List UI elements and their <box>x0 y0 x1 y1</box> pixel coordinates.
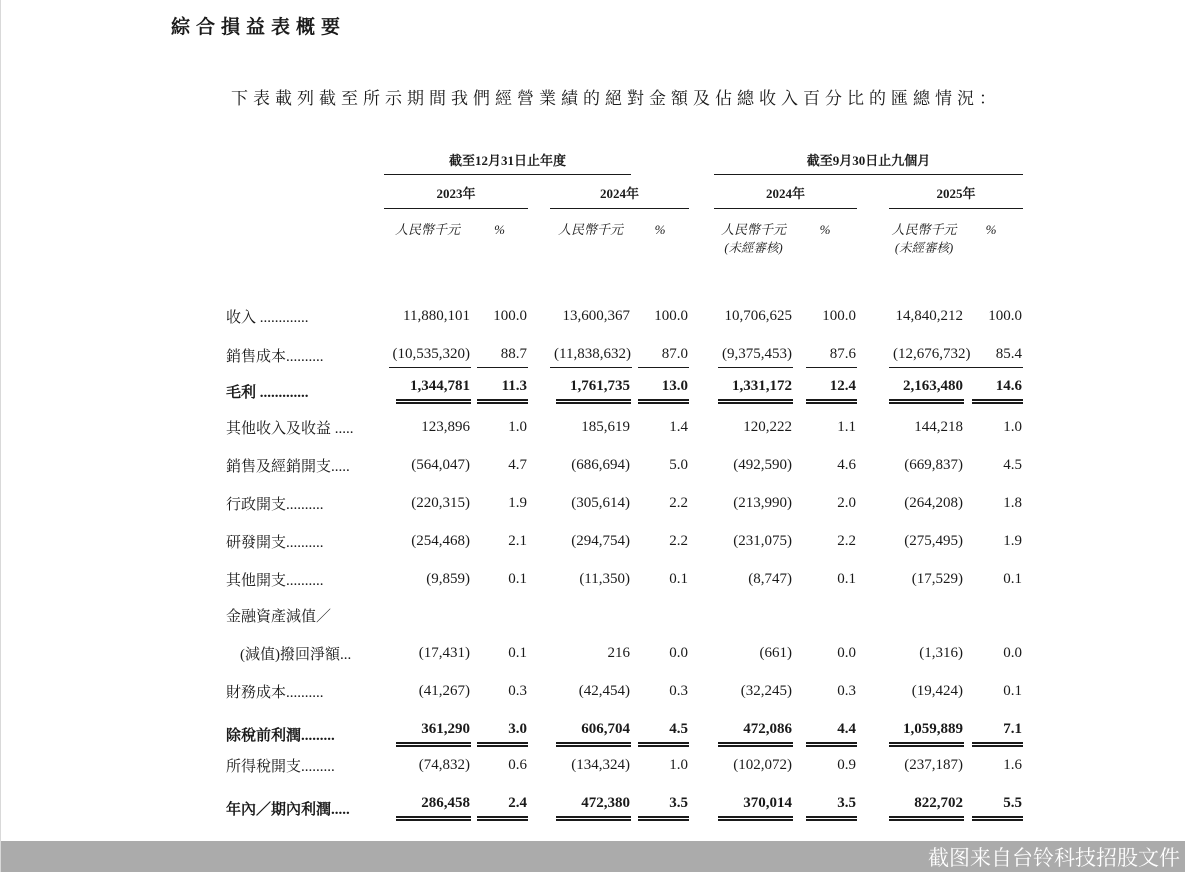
cell-value: (305,614) <box>571 495 630 511</box>
row-label: 銷售及經銷開支..... <box>226 459 350 475</box>
unit-label: 人民幣千元 (未經審核) <box>889 220 959 258</box>
row-label: 年內／期內利潤..... <box>226 802 350 818</box>
cell-value: 0.1 <box>508 571 527 587</box>
cell-value: 14,840,212 <box>895 308 963 324</box>
cell-value: 1.1 <box>837 419 856 435</box>
row-label: 其他開支.......... <box>226 573 324 589</box>
cell-value: 0.1 <box>669 571 688 587</box>
cell-value: 120,222 <box>743 419 792 435</box>
cell-value: (32,245) <box>740 683 792 699</box>
table-row <box>226 642 1026 666</box>
cell-value: 0.3 <box>669 683 688 699</box>
cell-value: 0.3 <box>508 683 527 699</box>
row-label: 毛利 ............. <box>226 385 309 401</box>
cell-value: (134,324) <box>571 757 630 773</box>
row-label: 行政開支.......... <box>226 497 324 513</box>
watermark-bar <box>1 841 1185 872</box>
cell-value: 1.0 <box>1003 419 1022 435</box>
cell-value: (17,529) <box>911 571 963 587</box>
table-row <box>226 375 1026 404</box>
cell-value: 3.5 <box>631 792 689 821</box>
cell-value: (264,208) <box>904 495 963 511</box>
cell-value: 2.2 <box>669 495 688 511</box>
cell-value: 5.0 <box>669 457 688 473</box>
cell-value: (9,859) <box>426 571 470 587</box>
row-label: 除稅前利潤......... <box>226 728 335 744</box>
unaudited-note: (未經審核) <box>724 241 783 255</box>
cell-value: (74,832) <box>418 757 470 773</box>
table-row <box>226 530 1026 554</box>
row-label: 財務成本.......... <box>226 685 324 701</box>
cell-value: 472,380 <box>550 792 631 821</box>
cell-value: 2.2 <box>837 533 856 549</box>
cell-value: (275,495) <box>904 533 963 549</box>
cell-value: 123,896 <box>421 419 470 435</box>
table-row <box>226 568 1026 592</box>
page-title: 綜合損益表概要 <box>171 17 347 38</box>
cell-value: 2.2 <box>669 533 688 549</box>
intro-paragraph: 下表載列截至所示期間我們經營業績的絕對金額及佔總收入百分比的匯總情況： <box>231 89 1001 108</box>
cell-value: 100.0 <box>822 308 856 324</box>
cell-value: 0.9 <box>837 757 856 773</box>
cell-value: 0.0 <box>1003 645 1022 661</box>
cell-value: (564,047) <box>411 457 470 473</box>
cell-value: 1,761,735 <box>550 375 631 404</box>
unit-label: 人民幣千元 <box>557 222 623 237</box>
cell-value: 286,458 <box>384 792 471 821</box>
cell-value: 472,086 <box>714 718 793 747</box>
col-year-2024: 2024年 <box>550 183 689 209</box>
percent-label: % <box>494 222 505 237</box>
cell-value: (294,754) <box>571 533 630 549</box>
table-row <box>226 416 1026 440</box>
unit-label: 人民幣千元 (未經審核) <box>714 220 793 258</box>
cell-value: (41,267) <box>418 683 470 699</box>
col-year-2024-9m: 2024年 <box>714 183 857 209</box>
cell-value: 13,600,367 <box>562 308 630 324</box>
percent-label: % <box>985 222 997 237</box>
cell-value: (686,694) <box>571 457 630 473</box>
cell-value: 12.4 <box>793 375 857 404</box>
cell-value: 1,059,889 <box>889 718 959 747</box>
cell-value: 216 <box>607 645 630 661</box>
percent-label: % <box>819 222 831 237</box>
cell-value: 1.8 <box>1003 495 1022 511</box>
cell-value: 0.3 <box>837 683 856 699</box>
cell-value: 4.7 <box>508 457 527 473</box>
cell-value: 100.0 <box>493 308 527 324</box>
cell-value: 361,290 <box>384 718 471 747</box>
cell-value: 185,619 <box>581 419 630 435</box>
row-label: 金融資產減值／ <box>226 609 332 625</box>
cell-value: 2,163,480 <box>889 375 959 404</box>
cell-value: (19,424) <box>911 683 963 699</box>
table-body <box>226 305 1026 821</box>
cell-value: 4.4 <box>793 718 857 747</box>
cell-value: 100.0 <box>654 308 688 324</box>
cell-value: 87.6 <box>793 343 857 368</box>
cell-value: (213,990) <box>733 495 792 511</box>
cell-value: (11,838,632) <box>550 343 631 368</box>
cell-value: 1.9 <box>508 495 527 511</box>
cell-value: (8,747) <box>748 571 792 587</box>
cell-value: 0.1 <box>1003 683 1022 699</box>
cell-value: 822,702 <box>889 792 959 821</box>
row-label: 收入 ............. <box>226 310 309 326</box>
table-header-years <box>226 183 1026 209</box>
col-group-fy: 截至12月31日止年度 <box>384 150 631 175</box>
cell-value: (11,350) <box>579 571 630 587</box>
row-label: 研發開支.......... <box>226 535 324 551</box>
cell-value: 144,218 <box>914 419 963 435</box>
cell-value: 4.5 <box>631 718 689 747</box>
cell-value: 606,704 <box>550 718 631 747</box>
table-row <box>226 454 1026 478</box>
col-year-2023: 2023年 <box>384 183 528 209</box>
cell-value: 1,344,781 <box>384 375 471 404</box>
cell-value: 3.0 <box>471 718 528 747</box>
cell-value: 0.0 <box>837 645 856 661</box>
cell-value: 1.9 <box>1003 533 1022 549</box>
cell-value: (17,431) <box>418 645 470 661</box>
cell-value: (661) <box>759 645 792 661</box>
watermark-text: 截图来自台铃科技招股文件 <box>928 846 1180 870</box>
cell-value: 7.1 <box>959 718 1023 747</box>
cell-value: 0.1 <box>1003 571 1022 587</box>
row-label: 銷售成本.......... <box>226 349 324 365</box>
cell-value: 3.5 <box>793 792 857 821</box>
row-label: 其他收入及收益 ..... <box>226 421 354 437</box>
cell-value: (10,535,320) <box>384 343 471 368</box>
table-header-units <box>226 220 1026 258</box>
cell-value: (669,837) <box>904 457 963 473</box>
row-label: 所得稅開支......... <box>226 759 335 775</box>
cell-value: 4.6 <box>837 457 856 473</box>
cell-value: 14.6 <box>959 375 1023 404</box>
cell-value: 1.0 <box>669 757 688 773</box>
cell-value: 13.0 <box>631 375 689 404</box>
table-row <box>226 606 1026 628</box>
cell-value: 1.4 <box>669 419 688 435</box>
cell-value: (12,676,732) <box>889 343 959 368</box>
cell-value: 1.6 <box>1003 757 1022 773</box>
cell-value: 11,880,101 <box>403 308 470 324</box>
cell-value: 88.7 <box>471 343 528 368</box>
cell-value: 1,331,172 <box>714 375 793 404</box>
percent-label: % <box>654 222 666 237</box>
table-row <box>226 792 1026 821</box>
cell-value: 11.3 <box>471 375 528 404</box>
cell-value: (231,075) <box>733 533 792 549</box>
cell-value: 1.0 <box>508 419 527 435</box>
cell-value: (1,316) <box>919 645 963 661</box>
table-row <box>226 754 1026 778</box>
table-header-groups <box>226 150 1026 175</box>
table-row <box>226 680 1026 704</box>
row-label: (減值)撥回淨額... <box>240 647 352 663</box>
cell-value: (102,072) <box>733 757 792 773</box>
cell-value: 2.4 <box>471 792 528 821</box>
cell-value: 0.1 <box>837 571 856 587</box>
cell-value: (220,315) <box>411 495 470 511</box>
table-row <box>226 492 1026 516</box>
cell-value: 2.0 <box>837 495 856 511</box>
cell-value: 100.0 <box>988 308 1022 324</box>
cell-value: 0.6 <box>508 757 527 773</box>
cell-value: (42,454) <box>578 683 630 699</box>
cell-value: 0.0 <box>669 645 688 661</box>
income-statement-table <box>226 150 1026 828</box>
cell-value: 4.5 <box>1003 457 1022 473</box>
cell-value: (9,375,453) <box>714 343 793 368</box>
col-year-2025-9m: 2025年 <box>889 183 1023 209</box>
cell-value: (254,468) <box>411 533 470 549</box>
col-group-9m: 截至9月30日止九個月 <box>714 150 1023 175</box>
unaudited-note: (未經審核) <box>894 241 954 255</box>
cell-value: 87.0 <box>631 343 689 368</box>
cell-value: 0.1 <box>508 645 527 661</box>
table-row <box>226 718 1026 747</box>
cell-value: 5.5 <box>959 792 1023 821</box>
cell-value: 10,706,625 <box>724 308 792 324</box>
table-row <box>226 305 1026 329</box>
cell-value: 370,014 <box>714 792 793 821</box>
table-row <box>226 343 1026 368</box>
cell-value: 85.4 <box>959 343 1023 368</box>
unit-label: 人民幣千元 <box>394 222 460 237</box>
cell-value: (492,590) <box>733 457 792 473</box>
cell-value: (237,187) <box>904 757 963 773</box>
cell-value: 2.1 <box>508 533 527 549</box>
